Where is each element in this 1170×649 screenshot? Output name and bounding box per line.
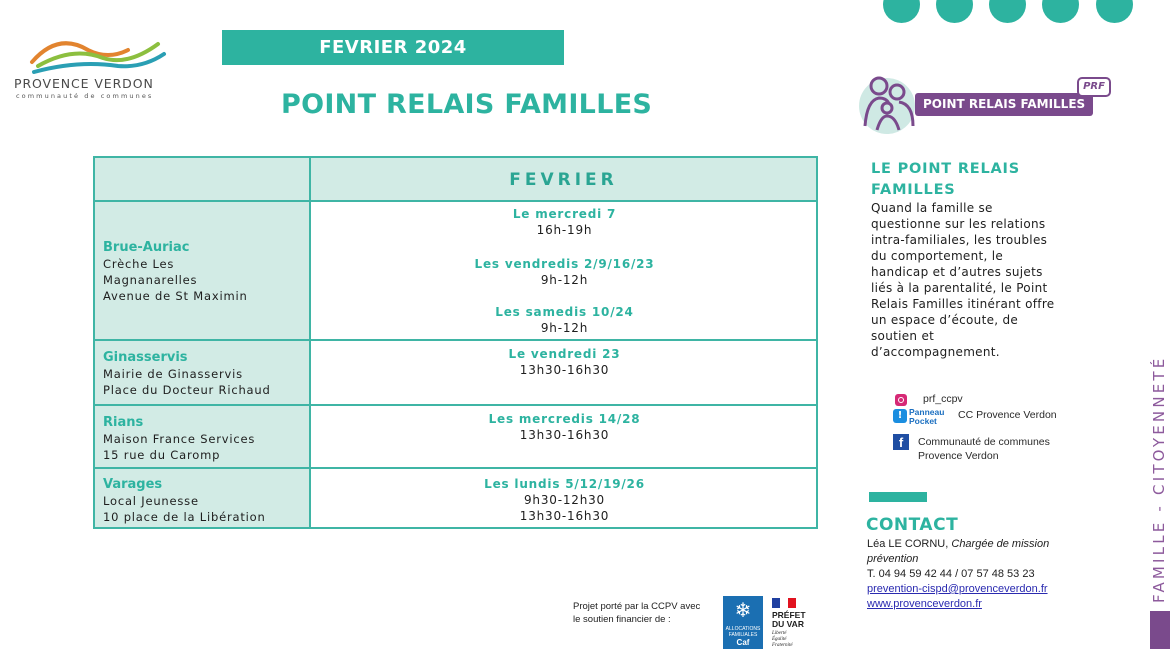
table-header-label: FEVRIER bbox=[509, 170, 618, 190]
description-line: d’accompagnement. bbox=[871, 345, 1000, 359]
provence-verdon-logo bbox=[14, 28, 174, 104]
side-title-line: LE POINT RELAIS bbox=[871, 161, 1020, 177]
place-address: Mairie de Ginasservis bbox=[103, 367, 243, 381]
place-name: Brue-Auriac bbox=[103, 240, 190, 255]
slot-day: Le mercredi 7 bbox=[512, 207, 617, 221]
slot-day: Les lundis 5/12/19/26 bbox=[484, 477, 645, 491]
contact-name: Léa LE CORNU, bbox=[867, 538, 952, 550]
prefet-title bbox=[772, 611, 808, 629]
contact-title: CONTACT bbox=[866, 515, 959, 535]
slot-hours: 9h-12h bbox=[540, 273, 589, 287]
place-name: Rians bbox=[103, 415, 144, 430]
place-address: Place du Docteur Richaud bbox=[103, 383, 271, 397]
table-row-schedule bbox=[313, 206, 816, 336]
slot-day: Le vendredi 23 bbox=[508, 347, 621, 361]
facebook-account[interactable] bbox=[918, 435, 1050, 463]
side-description bbox=[871, 200, 1076, 360]
table-row-schedule bbox=[313, 346, 816, 378]
funding-line: Projet porté par la CCPV avec bbox=[573, 601, 701, 612]
row-divider bbox=[95, 467, 816, 469]
place-address: Crèche Les bbox=[103, 257, 175, 271]
slot-hours: 16h-19h bbox=[536, 223, 593, 237]
motto-line: Liberté bbox=[772, 631, 787, 636]
prf-logo bbox=[857, 70, 1113, 140]
french-flag-icon bbox=[772, 598, 796, 608]
side-title-line: FAMILLES bbox=[871, 182, 956, 198]
hills-icon bbox=[28, 32, 168, 78]
panneau-pocket-label bbox=[909, 408, 944, 426]
decor-dot bbox=[989, 0, 1026, 23]
facebook-icon: f bbox=[893, 434, 909, 450]
table-row-place bbox=[103, 415, 309, 463]
side-title bbox=[871, 159, 1071, 201]
table-row-schedule bbox=[313, 411, 816, 443]
description-line: liés à la parentalité, le Point bbox=[871, 281, 1048, 295]
description-line: un espace d’écoute, de bbox=[871, 313, 1019, 327]
prefet-title-line: DU VAR bbox=[772, 619, 804, 629]
prf-tag: PRF bbox=[1077, 77, 1111, 97]
table-row-place bbox=[103, 477, 309, 525]
funding-text bbox=[573, 600, 700, 626]
contact-details bbox=[867, 537, 1097, 612]
slot-day: Les mercredis 14/28 bbox=[488, 412, 641, 426]
panneau-pocket-account[interactable]: CC Provence Verdon bbox=[958, 409, 1057, 421]
logo-subtitle: communauté de communes bbox=[16, 92, 154, 100]
caf-label: Caf bbox=[736, 638, 750, 647]
contact-role-line: prévention bbox=[867, 553, 919, 565]
place-address: Maison France Services bbox=[103, 432, 256, 446]
instagram-handle[interactable]: prf_ccpv bbox=[923, 393, 963, 405]
description-line: intra-familiales, les troubles bbox=[871, 233, 1048, 247]
facebook-account-line: Communauté de communes bbox=[918, 436, 1050, 448]
month-banner: FEVRIER 2024 bbox=[222, 30, 564, 65]
family-icon bbox=[857, 70, 921, 138]
caf-label: FAMILIALES bbox=[728, 632, 758, 638]
slot-day: Les samedis 10/24 bbox=[495, 305, 634, 319]
decor-dot bbox=[1096, 0, 1133, 23]
website-link[interactable]: www.provenceverdon.fr bbox=[867, 598, 982, 610]
table-row-place bbox=[103, 350, 309, 398]
slot-hours: 13h30-16h30 bbox=[519, 363, 610, 377]
contact-name-line bbox=[867, 537, 1097, 552]
caf-label: ❄ ALLOCATIONS bbox=[725, 626, 761, 632]
motto-line: Fraternité bbox=[772, 643, 793, 648]
decor-dot bbox=[883, 0, 920, 23]
contact-email-link[interactable]: prevention-cispd@provenceverdon.fr bbox=[867, 583, 1048, 595]
panneau-pocket-label-line: Panneau bbox=[909, 407, 945, 417]
description-line: soutien et bbox=[871, 329, 935, 343]
place-address: 15 rue du Caromp bbox=[103, 448, 221, 462]
place-address: Local Jeunesse bbox=[103, 494, 199, 508]
theme-bar bbox=[1150, 611, 1170, 649]
slot-hours: 9h30-12h30 bbox=[524, 493, 605, 507]
place-address: 10 place de la Libération bbox=[103, 510, 266, 524]
page-title: POINT RELAIS FAMILLES bbox=[281, 89, 653, 120]
funding-line: le soutien financier de : bbox=[573, 614, 671, 625]
instagram-icon bbox=[895, 394, 907, 406]
table-row-schedule bbox=[313, 476, 816, 524]
prefet-motto bbox=[772, 631, 808, 649]
contact-role: Chargée de mission bbox=[951, 538, 1050, 550]
slot-hours: 9h-12h bbox=[540, 321, 589, 335]
logo-name: PROVENCE VERDON bbox=[14, 76, 154, 91]
place-name: Varages bbox=[103, 477, 163, 492]
slot-day: Les vendredis 2/9/16/23 bbox=[474, 257, 655, 271]
motto-line: Égalité bbox=[772, 637, 787, 642]
panneau-pocket-label-line: Pocket bbox=[909, 416, 937, 426]
prf-label: POINT RELAIS FAMILLES bbox=[915, 93, 1093, 116]
places-column bbox=[95, 158, 311, 527]
contact-phone: T. 04 94 59 42 44 / 07 57 48 53 23 bbox=[867, 568, 1035, 580]
contact-divider bbox=[869, 492, 927, 502]
description-line: handicap et d’autres sujets bbox=[871, 265, 1043, 279]
decor-dot bbox=[936, 0, 973, 23]
schedule-table bbox=[93, 156, 818, 529]
description-line: Relais Familles itinérant offre bbox=[871, 297, 1055, 311]
row-divider bbox=[95, 200, 816, 202]
prefet-title-line: PRÉFET bbox=[772, 610, 806, 620]
row-divider bbox=[95, 339, 816, 341]
panneau-pocket-icon: ! bbox=[893, 409, 907, 423]
row-divider bbox=[95, 404, 816, 406]
place-address: Avenue de St Maximin bbox=[103, 289, 248, 303]
place-name: Ginasservis bbox=[103, 350, 188, 365]
facebook-account-line: Provence Verdon bbox=[918, 450, 999, 462]
description-line: du comportement, le bbox=[871, 249, 1004, 263]
table-row-place bbox=[103, 240, 309, 304]
slot-hours: 13h30-16h30 bbox=[519, 428, 610, 442]
place-address: Magnanarelles bbox=[103, 273, 198, 287]
slot-hours: 13h30-16h30 bbox=[519, 509, 610, 523]
caf-logo bbox=[723, 596, 763, 649]
theme-label: FAMILLE - CITOYENNETÉ bbox=[1150, 355, 1168, 603]
prefet-logo bbox=[772, 598, 808, 649]
description-line: questionne sur les relations bbox=[871, 217, 1046, 231]
decor-dot bbox=[1042, 0, 1079, 23]
description-line: Quand la famille se bbox=[871, 201, 993, 215]
